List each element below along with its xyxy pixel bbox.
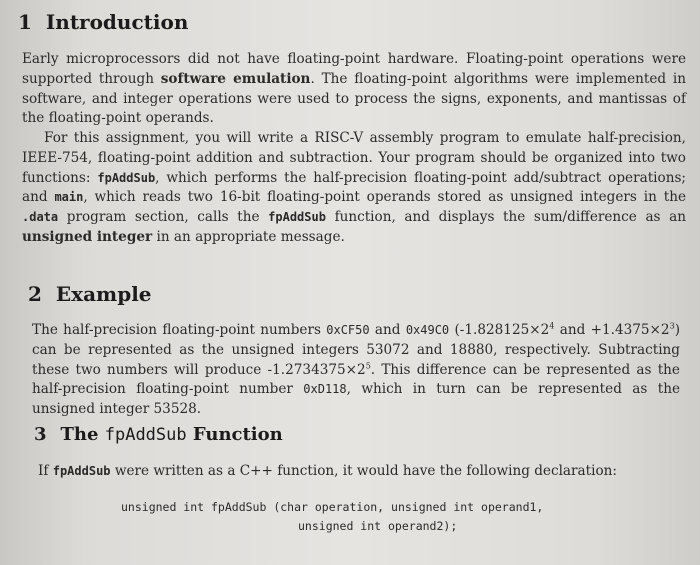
exponent: 5 [365,361,371,371]
text: Early microprocessors did not have floating-point hardware. Floating-point operations were supported through [22,51,686,87]
text: If [38,463,53,479]
text: program section, calls the [58,209,269,226]
section-title-code: fpAddSub [104,425,187,445]
section-number: 3 [34,424,47,445]
text: , which in turn can be represented as the unsigned integer 53528. [32,381,680,418]
code-inline: main [54,190,84,205]
intro-paragraph-2 [22,129,686,248]
function-paragraph [38,462,678,482]
code-inline: fpAddSub [268,210,326,225]
exponent: 3 [669,321,675,331]
section-number: 1 [18,10,32,34]
section-title: Function [186,424,283,445]
text: in an appropriate message. [152,228,345,245]
section-number: 2 [28,282,42,306]
intro-paragraph-1 [22,50,686,129]
code-line-2: unsigned int operand2); [298,519,458,533]
text: , which reads two 16-bit floating-point operands stored as unsigned integers in the [83,189,686,206]
code-inline: fpAddSub [52,464,111,478]
text: (-1.828125×2 [449,322,550,338]
section-title: The [60,424,105,445]
section-title: Example [55,282,152,306]
text: , which performs the half-precision floating-point add/subtract operations; and [22,169,687,206]
section-2-heading [28,282,152,306]
code-inline: .data [22,210,59,225]
hex-value: 0xD118 [303,382,347,397]
section-1-heading [18,10,188,34]
text: . The floating-point algorithms were implemented in software, and integer operations were used to process the signs, exponents, and mantissas of the floating-point operands. [22,70,687,127]
hex-value: 0x49C0 [405,323,450,337]
code-inline: fpAddSub [97,170,156,185]
hex-value: 0xCF50 [326,323,370,337]
exponent: 4 [549,321,555,331]
text: For this assignment, you will write a RISC-V assembly program to emulate half-precision, IEEE-754, floating-point addition and subtraction. Your program should be organized into two functions: [22,130,686,186]
text: . This difference can be represented as the half-precision floating-point number [32,361,680,398]
section-title: Introduction [45,10,189,34]
text: and +1.4375×2 [554,322,670,338]
emphasis-text: unsigned integer [22,228,153,245]
text: and [369,322,406,338]
emphasis-text: software emulation [160,70,311,87]
text: were written as a C++ function, it would have the following declaration: [110,463,617,479]
example-paragraph [32,321,680,420]
code-line-1: unsigned int fpAddSub (char operation, unsigned int operand1, [121,500,544,514]
text: ) can be represented as the unsigned integers 53072 and 18880, respectively. Subtracting these two numbers will produce -1.2734375×2 [32,322,680,378]
text: function, and displays the sum/difference as an [325,209,687,226]
section-3-heading [34,424,283,445]
text: The half-precision floating-point numbers [32,322,327,338]
